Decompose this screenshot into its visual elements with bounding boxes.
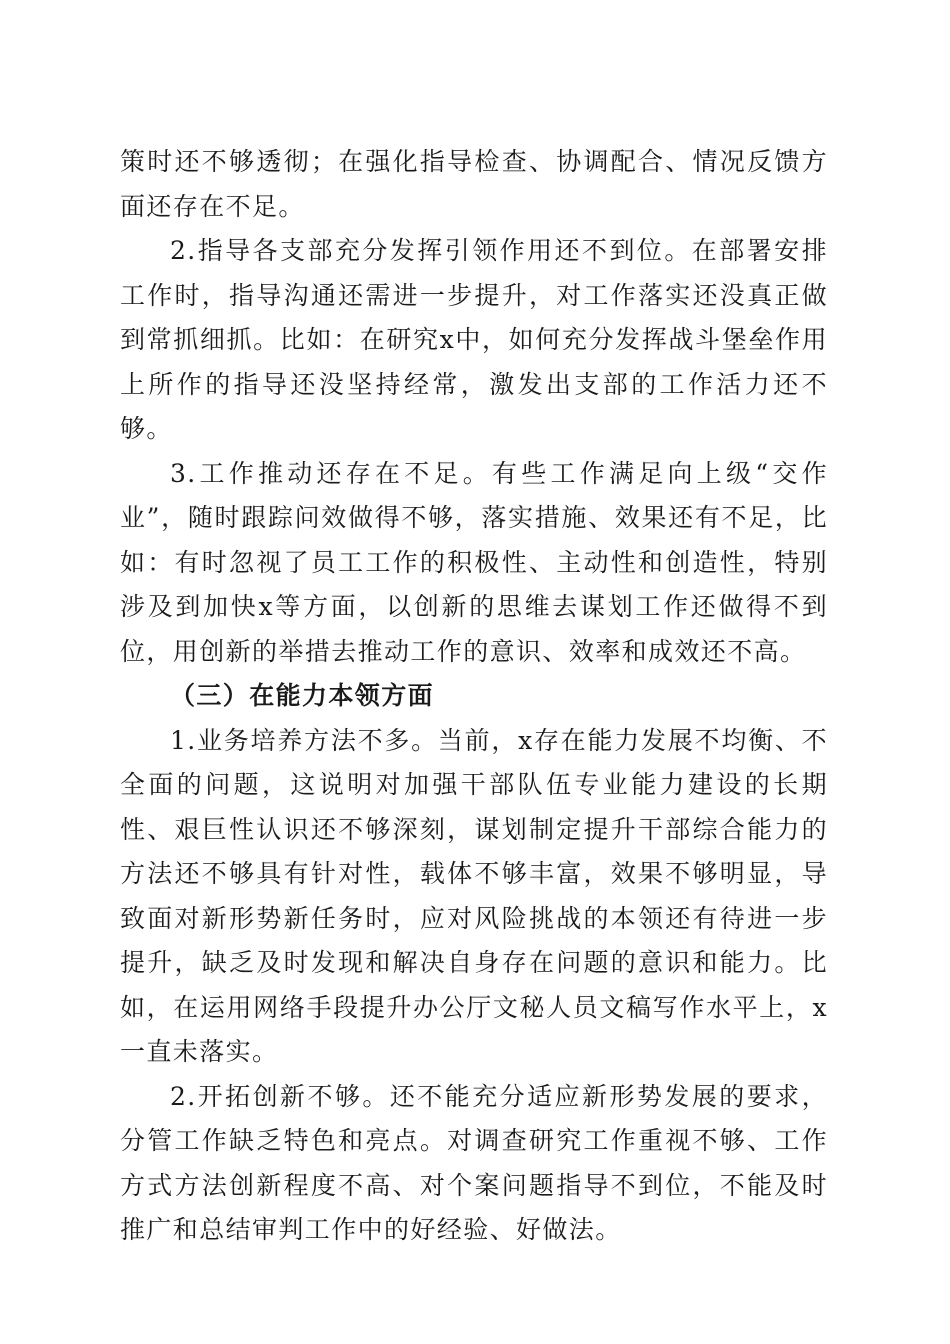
section-heading-ability: （三）在能力本领方面 xyxy=(170,681,435,710)
document-body xyxy=(120,140,828,1253)
paragraph-item-2-guidance: 2.指导各支部充分发挥引领作用还不到位。在部署安排工作时，指导沟通还需进一步提升，对工作落实还没真正做到常抓细抓。比如：在研究x中，如何充分发挥战斗堡垒作用上所作的指导还没坚持经常，激发出支部的工作活力还不够。 xyxy=(120,236,828,443)
paragraph-item-2-innovation: 2.开拓创新不够。还不能充分适应新形势发展的要求，分管工作缺乏特色和亮点。对调查研究工作重视不够、工作方式方法创新程度不高、对个案问题指导不到位，不能及时推广和总结审判工作中的好经验、好做法。 xyxy=(120,1081,828,1244)
paragraph-item-1-training: 1.业务培养方法不多。当前，x存在能力发展不均衡、不全面的问题，这说明对加强干部队伍专业能力建设的长期性、艰巨性认识还不够深刻，谋划制定提升干部综合能力的方法还不够具有针对性，载体不够丰富，效果不够明显，导致面对新形势新任务时，应对风险挑战的本领还有待进一步提升，缺乏及时发现和解决自身存在问题的意识和能力。比如，在运用网络手段提升办公厅文秘人员文稿写作水平上，x一直未落实。 xyxy=(120,725,828,1066)
paragraph-item-3-promotion: 3.工作推动还存在不足。有些工作满足向上级“交作业”，随时跟踪问效做得不够，落实措施、效果还有不足，比如：有时忽视了员工工作的积极性、主动性和创造性，特别涉及到加快x等方面，以创新的思维去谋划工作还做得不到位，用创新的举措去推动工作的意识、效率和成效还不高。 xyxy=(120,458,828,666)
paragraph-continued: 策时还不够透彻；在强化指导检查、协调配合、情况反馈方面还存在不足。 xyxy=(120,147,828,221)
